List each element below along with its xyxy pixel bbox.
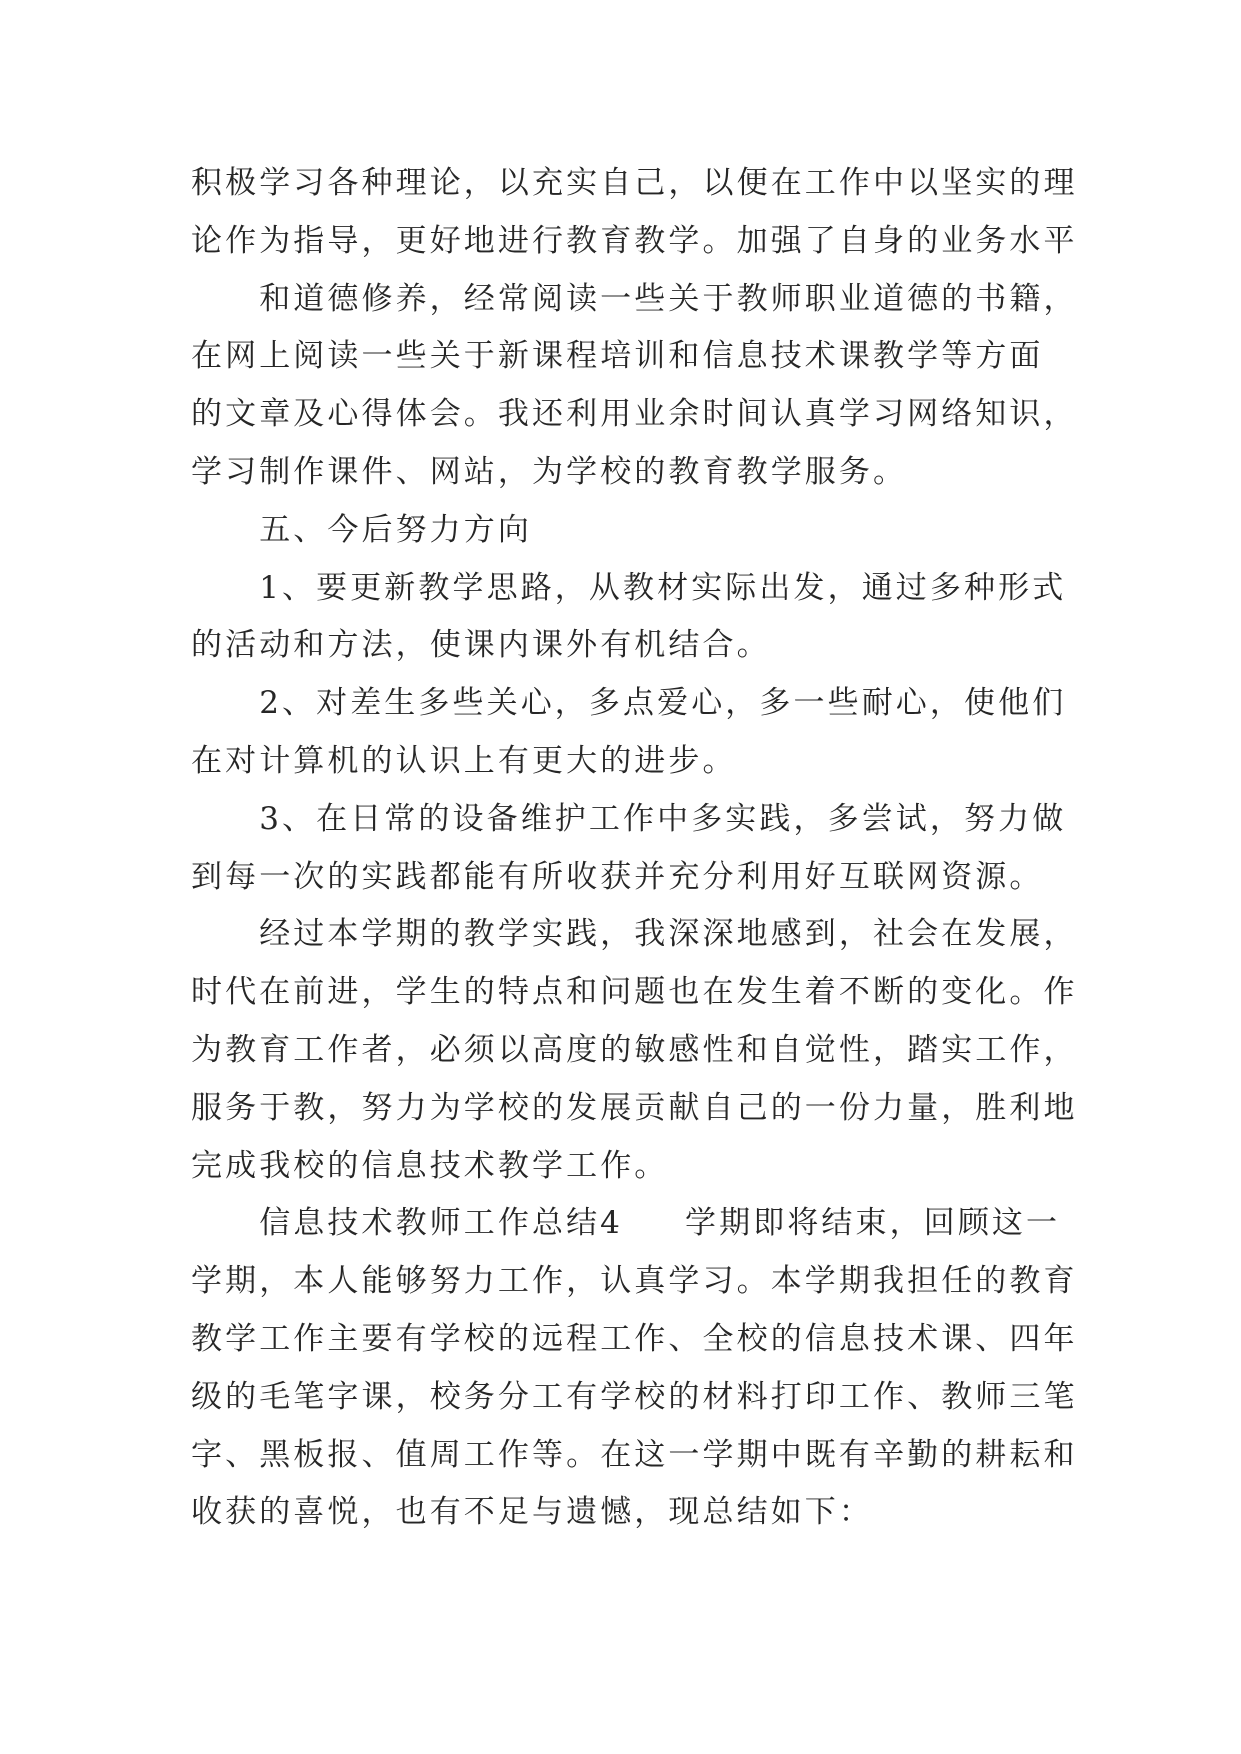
paragraph-summary-4 — [191, 1195, 1078, 1542]
text-line: 论作为指导，更好地进行教育教学。加强了自身的业务水平 — [191, 222, 1078, 259]
list-item-1 — [191, 560, 1071, 676]
text-line: 和道德修养，经常阅读一些关于教师职业道德的书籍， — [259, 280, 1078, 317]
document-body — [191, 155, 1078, 1542]
text-line: 1、要更新教学思路，从教材实际出发，通过多种形式 — [259, 569, 1067, 606]
text-line: 的活动和方法，使课内课外有机结合。 — [191, 627, 771, 664]
list-item-3 — [191, 791, 1071, 907]
text-line: 时代在前进，学生的特点和问题也在发生着不断的变化。作 — [191, 974, 1078, 1011]
heading-text: 五、今后努力方向 — [259, 511, 532, 548]
text-line: 2、对差生多些关心，多点爱心，多一些耐心，使他们 — [259, 685, 1067, 722]
text-line: 服务于教，努力为学校的发展贡献自己的一份力量，胜利地 — [191, 1089, 1078, 1126]
text-line: 经过本学期的教学实践，我深深地感到，社会在发展， — [259, 916, 1078, 953]
text-line: 完成我校的信息技术教学工作。 — [191, 1147, 669, 1184]
list-item-2 — [191, 675, 1071, 791]
text-line: 收获的喜悦，也有不足与遗憾，现总结如下： — [191, 1494, 873, 1531]
section-heading — [191, 502, 1071, 560]
text-line: 学习制作课件、网站，为学校的教育教学服务。 — [191, 453, 908, 490]
text-line: 积极学习各种理论，以充实自己，以便在工作中以坚实的理 — [191, 165, 1078, 201]
text-line: 到每一次的实践都能有所收获并充分利用好互联网资源。 — [191, 858, 1044, 895]
paragraph-conclusion — [191, 906, 1078, 1195]
text-line: 教学工作主要有学校的远程工作、全校的信息技术课、四年 — [191, 1320, 1078, 1357]
text-line: 字、黑板报、值周工作等。在这一学期中既有辛勤的耕耘和 — [191, 1436, 1078, 1473]
paragraph-self-study — [191, 271, 1078, 502]
summary-heading: 信息技术教师工作总结4 — [259, 1205, 624, 1242]
paragraph-continued — [191, 155, 1078, 271]
text-line: 的文章及心得体会。我还利用业余时间认真学习网络知识， — [191, 396, 1078, 433]
text-line: 为教育工作者，必须以高度的敏感性和自觉性，踏实工作， — [191, 1031, 1078, 1068]
text-line: 3、在日常的设备维护工作中多实践，多尝试，努力做 — [259, 800, 1067, 837]
text-line: 在网上阅读一些关于新课程培训和信息技术课教学等方面 — [191, 338, 1044, 375]
text-line: 级的毛笔字课，校务分工有学校的材料打印工作、教师三笔 — [191, 1378, 1078, 1415]
text-line: 学期，本人能够努力工作，认真学习。本学期我担任的教育 — [191, 1263, 1078, 1300]
text-line: 在对计算机的认识上有更大的进步。 — [191, 742, 737, 779]
summary-first-line-text: 学期即将结束，回顾这一 — [685, 1205, 1061, 1242]
summary-first-line — [191, 1195, 1071, 1253]
